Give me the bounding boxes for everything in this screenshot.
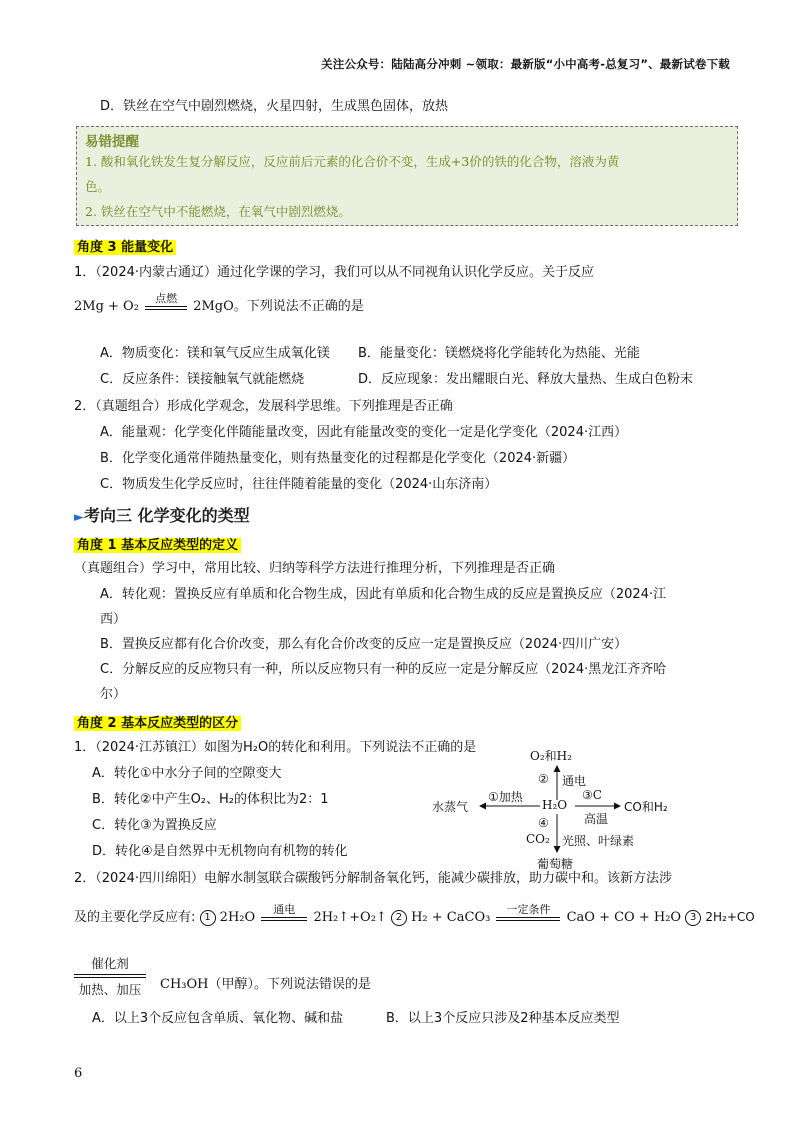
diagram-bottom: 葡萄糖 bbox=[537, 857, 574, 871]
q2-option-a: A．能量观：化学变化伴随能量改变，因此有能量改变的变化一定是化学变化（2024·江西） bbox=[100, 425, 628, 440]
q5-r3-left: 2H₂+CO bbox=[705, 910, 755, 924]
diagram-c3: 高温 bbox=[584, 812, 609, 826]
diagram-n3: ③C bbox=[582, 788, 602, 802]
q5-stem: 2．（2024·四川绵阳）电解水制氢联合碳酸钙分解制备氧化钙，能减少碳排放，助力碳中和。该新方法涉 bbox=[74, 871, 672, 886]
q5-equations-line bbox=[74, 902, 755, 927]
q5-r2-cond: 一定条件 bbox=[506, 902, 551, 916]
q2-option-b: B．化学变化通常伴随热量变化，则有热量变化的过程都是化学变化（2024·新疆） bbox=[100, 451, 576, 466]
q4-option-d: D．转化④是自然界中无机物向有机物的转化 bbox=[92, 844, 348, 859]
diagram-c4a: CO₂ bbox=[526, 832, 550, 846]
error-reminder-line1b: 色。 bbox=[85, 179, 111, 194]
q3-option-c-line1: C．分解反应的反应物只有一种，所以反应物只有一种的反应一定是分解反应（2024·黑龙江齐齐哈 bbox=[100, 662, 667, 677]
diagram-center: H₂O bbox=[542, 798, 568, 812]
diagram-c2: 通电 bbox=[562, 774, 587, 788]
q4-option-c: C．转化③为置换反应 bbox=[92, 818, 217, 833]
diagram-n1: ①加热 bbox=[488, 790, 523, 804]
q3-option-a-line1: A．转化观：置换反应有单质和化合物生成，因此有单质和化合物生成的反应是置换反应（2024·江 bbox=[100, 587, 667, 602]
q2-option-c: C．物质发生化学反应时，往往伴随着能量的变化（2024·山东济南） bbox=[100, 477, 498, 492]
q1-equation bbox=[74, 291, 364, 316]
section-title bbox=[74, 503, 250, 526]
q5-r3-number: 3 bbox=[685, 910, 701, 926]
section-title-text: 考向三 化学变化的类型 bbox=[84, 506, 250, 525]
q5-r2-right: CaO + CO + H₂O bbox=[566, 910, 682, 925]
q2-stem: 2．（真题组合）形成化学观念，发展科学思维。下列推理是否正确 bbox=[74, 399, 453, 414]
q5-r1-left: 2H₂O bbox=[219, 910, 256, 925]
q5-r2-arrow bbox=[496, 902, 560, 921]
q1-stem: 1．（2024·内蒙古通辽）通过化学课的学习，我们可以从不同视角认识化学反应。关于反应 bbox=[74, 265, 594, 280]
q1-eq-left: 2Mg + O₂ bbox=[74, 299, 139, 314]
angle3-label: 角度 3 能量变化 bbox=[74, 240, 176, 255]
q5-r2-left: H₂ + CaCO₃ bbox=[411, 910, 491, 925]
q5-r1-cond: 通电 bbox=[273, 902, 296, 916]
diagram-c4b: 光照、叶绿素 bbox=[562, 834, 635, 848]
diagram-right: CO和H₂ bbox=[624, 800, 668, 814]
q4-stem: 1．（2024·江苏镇江）如图为H₂O的转化和利用。下列说法不正确的是 bbox=[74, 740, 477, 755]
q5-line2-prefix: 及的主要化学反应有: bbox=[74, 910, 196, 925]
angle2-label: 角度 2 基本反应类型的区分 bbox=[74, 716, 241, 731]
q5-r3-cond-bottom: 加热、加压 bbox=[78, 982, 142, 997]
q1-eq-after: 。下列说法不正确的是 bbox=[233, 299, 364, 314]
q3-stem: （真题组合）学习中，常用比较、归纳等科学方法进行推理分析，下列推理是否正确 bbox=[74, 561, 556, 576]
error-reminder-line2: 2. 铁丝在空气中不能燃烧，在氧气中剧烈燃烧。 bbox=[85, 204, 351, 219]
water-transformation-diagram bbox=[430, 744, 710, 874]
q5-r3-arrow bbox=[74, 954, 146, 998]
q5-r1-right: 2H₂↑+O₂↑ bbox=[313, 910, 387, 925]
q3-option-a-line2: 西） bbox=[100, 612, 127, 627]
q5-r3-cond-top: 催化剂 bbox=[91, 956, 129, 971]
q1-eq-cond: 点燃 bbox=[155, 291, 178, 305]
q4-option-b: B．转化②中产生O₂、H₂的体积比为2：1 bbox=[92, 792, 329, 807]
prev-option-d: D．铁丝在空气中剧烈燃烧，火星四射，生成黑色固体，放热 bbox=[100, 99, 449, 114]
diagram-top: O₂和H₂ bbox=[530, 749, 572, 763]
q1-eq-right: 2MgO bbox=[193, 299, 234, 314]
q5-r3-after: （甲醇）。下列说法错误的是 bbox=[208, 977, 372, 992]
error-reminder-title: 易错提醒 bbox=[85, 134, 139, 150]
q1-option-b: B．能量变化：镁燃烧将化学能转化为热能、光能 bbox=[358, 346, 640, 361]
diagram-left: 水蒸气 bbox=[432, 800, 469, 814]
error-reminder-box bbox=[76, 126, 738, 226]
q5-r3-result bbox=[160, 976, 371, 994]
page-header: 关注公众号：陆陆高分冲刺 ~领取：最新版“小中高考-总复习”、最新试卷下载 bbox=[321, 57, 730, 71]
q5-r1-arrow bbox=[261, 902, 307, 921]
q3-option-b: B．置换反应都有化合价改变，那么有化合价改变的反应一定是置换反应（2024·四川广安） bbox=[100, 637, 628, 652]
diagram-n2: ② bbox=[538, 772, 549, 786]
q1-option-d: D．反应现象：发出耀眼白光、释放大量热、生成白色粉末 bbox=[358, 372, 694, 387]
q1-option-c: C．反应条件：镁接触氧气就能燃烧 bbox=[100, 372, 305, 387]
q4-option-a: A．转化①中水分子间的空隙变大 bbox=[92, 766, 282, 781]
q5-r1-number: 1 bbox=[200, 910, 216, 926]
q1-option-a: A．物质变化：镁和氧气反应生成氧化镁 bbox=[100, 346, 330, 361]
diagram-n4: ④ bbox=[538, 816, 549, 830]
q5-r3-right: CH₃OH bbox=[160, 977, 209, 992]
q5-option-a: A．以上3个反应包含单质、氧化物、碱和盐 bbox=[92, 1011, 344, 1026]
q3-option-c-line2: 尔） bbox=[100, 687, 127, 702]
page-number: 6 bbox=[74, 1066, 83, 1081]
q5-option-b: B．以上3个反应只涉及2种基本反应类型 bbox=[386, 1011, 620, 1026]
error-reminder-line1a: 1. 酸和氧化铁发生复分解反应，反应前后元素的化合价不变，生成+3价的铁的化合物，溶液为黄 bbox=[85, 154, 620, 169]
section-arrow-icon: ► bbox=[74, 510, 84, 525]
angle1-label: 角度 1 基本反应类型的定义 bbox=[74, 538, 241, 553]
q5-r2-number: 2 bbox=[391, 910, 407, 926]
q1-eq-arrow bbox=[145, 291, 187, 310]
